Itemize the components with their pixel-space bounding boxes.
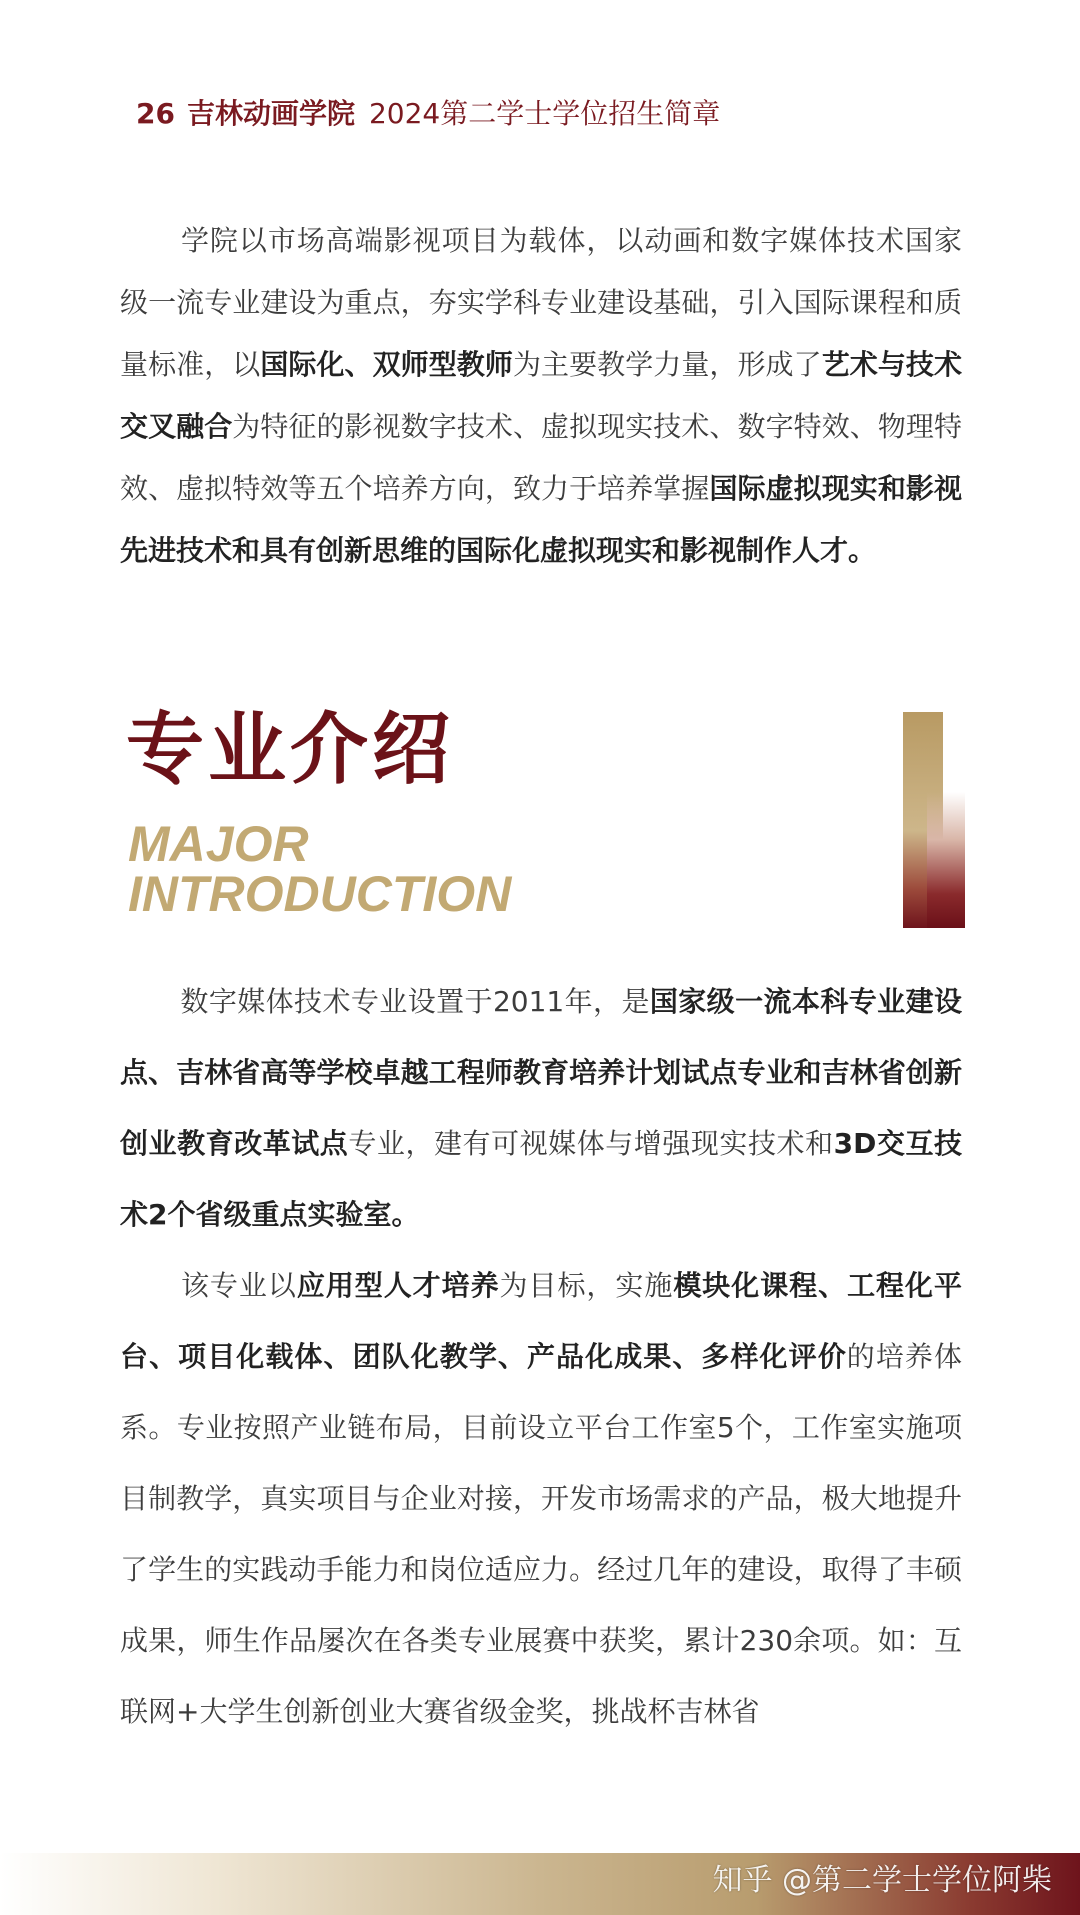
intro-bold-1: 国际化、双师型教师: [260, 348, 513, 381]
major2-bold-2: 模块化课程、工程化平台、项目化载体、团队化教学、产品化成果、多样化评价: [120, 1269, 962, 1373]
decorative-bar-fade: [927, 792, 965, 928]
major-paragraph-2: [120, 1250, 962, 1747]
watermark: 知乎 @第二学士学位阿柴: [712, 1863, 1052, 1898]
major1-text-2: 专业，建有可视媒体与增强现实技术和: [348, 1127, 834, 1160]
intro-paragraph: [120, 210, 962, 582]
major2-text-1: 该专业以: [180, 1269, 297, 1302]
intro-text-1: 学院以市场高端影视项目为载体，以动画和数字媒体技术国家级一流专业建设为重点，夯实学科专业建设基础，引入国际课程和质量标准，以: [120, 224, 962, 381]
major2-text-2: 为目标，实施: [499, 1269, 674, 1302]
major1-bold-1: 国家级一流本科专业建设点、吉林省高等学校卓越工程师教育培养计划试点专业和吉林省创新创业教育改革试点: [120, 985, 962, 1160]
decorative-gradient-bar: [903, 712, 965, 928]
section-title-en-line-2: INTRODUCTION: [128, 866, 512, 922]
page-header: [136, 94, 720, 134]
intro-bold-2: 艺术与技术交叉融合: [120, 348, 962, 443]
section-title-cn: 专业介绍: [126, 704, 455, 795]
major-paragraph-1: [120, 966, 962, 1250]
section-title-en-line-1: MAJOR: [128, 816, 309, 872]
major2-bold-1: 应用型人才培养: [296, 1269, 500, 1302]
intro-text-2: 为主要教学力量，形成了: [512, 348, 822, 381]
page-number: 26: [136, 97, 175, 130]
major1-text-1: 数字媒体技术专业设置于2011年，是: [180, 985, 650, 1018]
major1-bold-2: 3D交互技术2个省级重点实验室。: [120, 1127, 962, 1231]
school-name: 吉林动画学院: [186, 97, 355, 130]
intro-text-3: 为特征的影视数字技术、虚拟现实技术、数字特效、物理特效、虚拟特效等五个培养方向，致力于培养掌握: [120, 410, 962, 505]
intro-bold-3: 国际虚拟现实和影视先进技术和具有创新思维的国际化虚拟现实和影视制作人才。: [120, 472, 962, 567]
major2-text-3: 的培养体系。专业按照产业链布局，目前设立平台工作室5个，工作室实施项目制教学，真实项目与企业对接，开发市场需求的产品，极大地提升了学生的实践动手能力和岗位适应力。经过几年的建设，取得了丰硕成果，师生作品屡次在各类专业展赛中获奖，累计230余项。如：互联网+大学生创新创业大赛省级金奖，挑战杯吉林省: [120, 1340, 962, 1728]
brochure-title: 2024第二学士学位招生简章: [368, 97, 721, 130]
